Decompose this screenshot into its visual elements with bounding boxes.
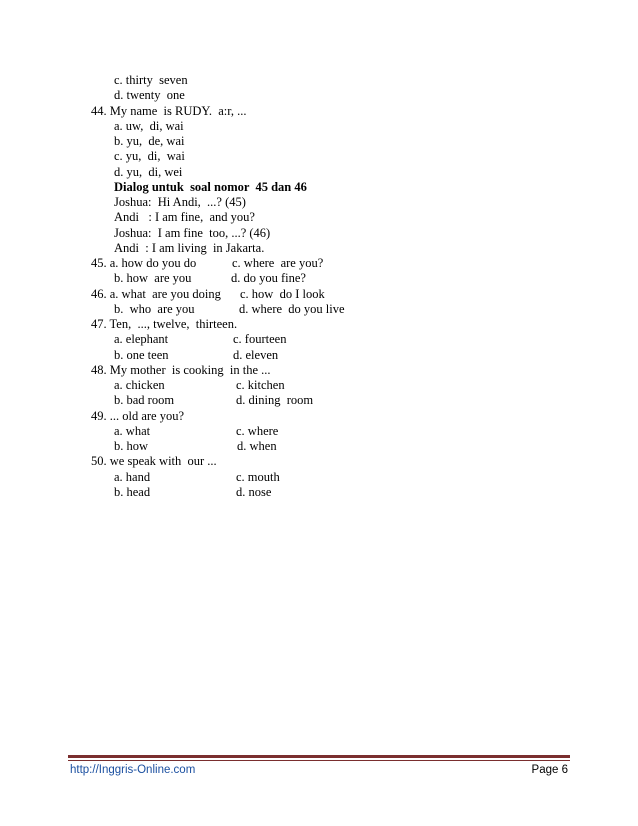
- option-line: a. chicken: [114, 378, 165, 392]
- option-right: c. where: [236, 423, 279, 438]
- option-line: b. yu, de, wai: [114, 134, 185, 148]
- question-line: 46. a. what are you doing: [91, 286, 221, 301]
- footer-rule-thick: [68, 755, 570, 758]
- question-line: 49. ... old are you?: [91, 408, 185, 423]
- footer-rule-thin: [68, 760, 570, 761]
- option-line: Joshua: I am fine too, ...? (46): [114, 225, 271, 240]
- option-line: d. twenty one: [114, 88, 185, 103]
- option-line: b. how are you: [114, 271, 192, 286]
- option-right: d. where do you live: [239, 301, 345, 316]
- option-line: a. what: [114, 423, 151, 438]
- option-line: Andi : I am living in Jakarta.: [114, 240, 265, 255]
- option-line: c. thirty seven: [114, 73, 188, 87]
- option-line: a. elephant: [114, 332, 169, 347]
- option-line: b. head: [114, 484, 151, 499]
- footer-page-number: Page 6: [531, 764, 568, 776]
- question-line: 44. My name is RUDY. a:r, ...: [91, 103, 247, 118]
- footer-url-link[interactable]: http://Inggris-Online.com: [70, 764, 196, 776]
- option-line: b. one teen: [114, 347, 169, 362]
- question-line: 47. Ten, ..., twelve, thirteen.: [91, 317, 238, 331]
- option-line: a. hand: [114, 469, 151, 484]
- option-right: c. mouth: [236, 469, 280, 484]
- option-right: d. dining room: [236, 393, 314, 408]
- option-line: a. uw, di, wai: [114, 118, 184, 133]
- option-right: d. when: [237, 439, 277, 453]
- question-line: 50. we speak with our ...: [91, 454, 217, 469]
- option-line: d. yu, di, wei: [114, 164, 183, 179]
- option-line: c. yu, di, wai: [114, 149, 185, 164]
- question-line: 48. My mother is cooking in the ...: [91, 362, 271, 377]
- option-right: c. how do I look: [240, 286, 325, 301]
- option-line: b. bad room: [114, 393, 175, 408]
- option-right: c. kitchen: [236, 378, 285, 392]
- option-right: d. nose: [236, 484, 272, 499]
- question-line: 45. a. how do you do: [91, 256, 197, 270]
- option-right: c. fourteen: [233, 332, 287, 347]
- option-right: d. do you fine?: [231, 271, 306, 286]
- option-line: Andi : I am fine, and you?: [114, 210, 255, 225]
- option-line: b. how: [114, 439, 149, 453]
- dialog-heading: Dialog untuk soal nomor 45 dan 46: [114, 179, 307, 194]
- option-line: b. who are you: [114, 301, 195, 316]
- option-right: d. eleven: [233, 347, 279, 362]
- option-line: Joshua: Hi Andi, ...? (45): [114, 195, 246, 209]
- option-right: c. where are you?: [232, 256, 324, 270]
